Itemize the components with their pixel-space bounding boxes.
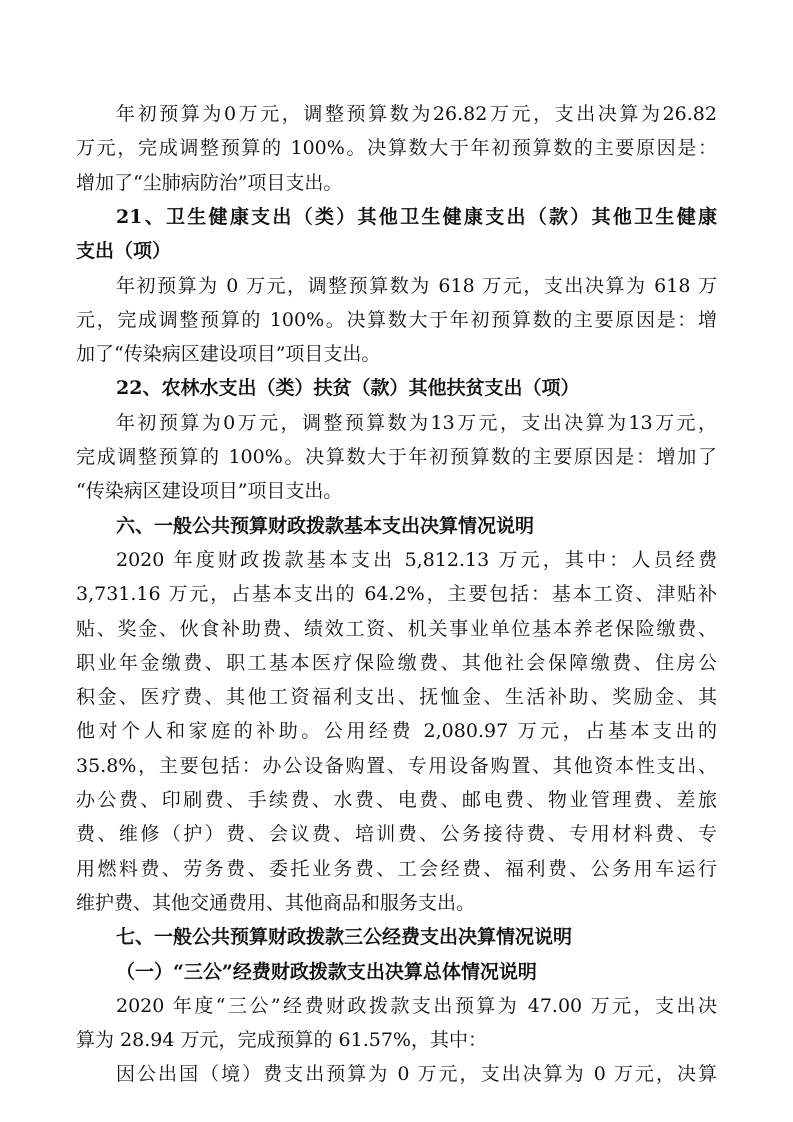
body-text-line: 加了“传染病区建设项目”项目支出。 — [76, 343, 381, 366]
body-text-line: 用燃料费、劳务费、委托业务费、工会经费、福利费、公务用车运行 — [76, 857, 717, 880]
body-text-line: 元，完成调整预算的 100%。决算数大于年初预算数的主要原因是：增 — [76, 308, 717, 331]
body-text-line: 办公费、印刷费、手续费、水费、电费、邮电费、物业管理费、差旅 — [76, 789, 717, 811]
section-heading-line: 21、卫生健康支出（类）其他卫生健康支出（款）其他卫生健康 — [116, 205, 717, 228]
body-text-line: 费、维修（护）费、会议费、培训费、公务接待费、专用材料费、专 — [76, 823, 717, 846]
section-heading-line: （一）“三公”经费财政拨款支出决算总体情况说明 — [116, 960, 537, 983]
body-text-line: 因公出国（境）费支出预算为 0 万元，支出决算为 0 万元，决算 — [116, 1063, 717, 1086]
body-text-line: “传染病区建设项目”项目支出。 — [76, 480, 343, 503]
body-text-line: 积金、医疗费、其他工资福利支出、抚恤金、生活补助、奖励金、其 — [76, 686, 717, 709]
body-text-line: 算为 28.94 万元，完成预算的 61.57%，其中： — [76, 1029, 487, 1052]
section-heading-line: 支出（项） — [76, 240, 172, 263]
section-heading-line: 22、农林水支出（类）扶贫（款）其他扶贫支出（项） — [116, 377, 580, 400]
body-text-line: 他对个人和家庭的补助。公用经费 2,080.97 万元，占基本支出的 — [76, 720, 717, 743]
body-text-line: 完成调整预算的 100%。决算数大于年初预算数的主要原因是：增加了 — [76, 446, 717, 468]
section-heading-line: 七、一般公共预算财政拨款三公经费支出决算情况说明 — [116, 926, 573, 949]
body-text-line: 2020 年度“三公”经费财政拨款支出预算为 47.00 万元，支出决 — [116, 994, 717, 1017]
body-text-line: 贴、奖金、伙食补助费、绩效工资、机关事业单位基本养老保险缴费、 — [76, 617, 717, 640]
body-text-line: 万元，完成调整预算的 100%。决算数大于年初预算数的主要原因是： — [76, 137, 717, 160]
section-heading-line: 六、一般公共预算财政拨款基本支出决算情况说明 — [116, 514, 535, 537]
body-text-line: 职业年金缴费、职工基本医疗保险缴费、其他社会保障缴费、住房公 — [76, 651, 717, 674]
body-text-line: 增加了“尘肺病防治”项目支出。 — [76, 171, 343, 194]
body-text-line: 年初预算为0万元，调整预算数为13万元，支出决算为13万元， — [116, 411, 717, 434]
body-text-line: 2020 年度财政拨款基本支出 5,812.13 万元，其中：人员经费 — [116, 548, 717, 571]
body-text-line: 年初预算为0万元，调整预算数为26.82万元，支出决算为26.82 — [116, 103, 717, 125]
body-text-line: 35.8%，主要包括：办公设备购置、专用设备购置、其他资本性支出、 — [76, 754, 717, 777]
body-text-line: 年初预算为 0 万元，调整预算数为 618 万元，支出决算为 618 万 — [116, 274, 717, 297]
body-text-line: 维护费、其他交通费用、其他商品和服务支出。 — [76, 891, 476, 914]
body-text-line: 3,731.16 万元，占基本支出的 64.2%，主要包括：基本工资、津贴补 — [76, 583, 717, 606]
